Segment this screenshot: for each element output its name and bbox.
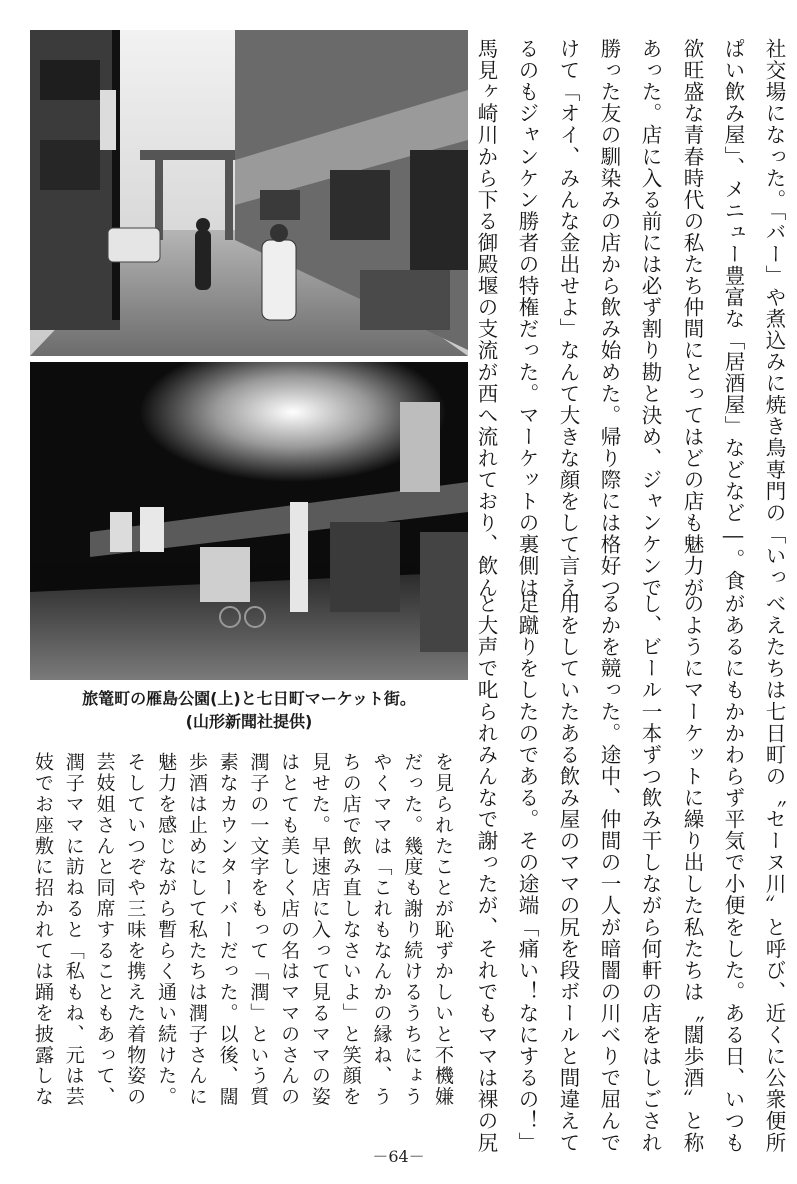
text-column: 潤子の一文字をもって「潤」という質 (247, 752, 270, 1108)
photo-credit: (山形新聞社提供) (185, 712, 313, 731)
text-column: 社交場になった。「バー」や煮込みに焼き鳥専門の「いっ (762, 38, 786, 589)
text-column: けて「オイ、みんな金出せよ」なんて大きな顔をして言え (556, 38, 580, 599)
text-column: べえたちは七日町の〝セーヌ川〟と呼び、近くに公衆便所 (762, 593, 786, 1154)
text-column: 勝った友の馴染みの店から飲み始めた。帰り際には格好つ (597, 38, 621, 599)
text-column: 見せた。早速店に入って見るママの姿 (308, 752, 331, 1108)
text-column: あった。店に入る前には必ず割り勘と決め、ジャンケンで (638, 38, 662, 599)
page-number: －64－ (372, 1147, 425, 1166)
text-column: 潤子ママに訪ねると「私もね、元は芸 (62, 752, 85, 1108)
text-column: 素なカウンターバーだった。以後、闊 (216, 752, 239, 1108)
text-column: し、ビール一本ずつ飲み干しながら何軒の店をはしごされ (638, 593, 662, 1154)
text-column: 妓でお座敷に招かれては踊を披露しな (32, 752, 54, 1108)
text-column: ちの店で飲み直しなさいよ」と笑顔を (339, 752, 362, 1108)
text-column: 芸妓姐さんと同席することもあって、 (93, 752, 116, 1108)
text-column: 魅力を感じながら暫らく通い続けた。 (155, 752, 178, 1108)
text-column: を見られたことが恥ずかしいと不機嫌 (432, 752, 454, 1108)
text-column: のようにマーケットに繰り出した私たちは〝闊歩酒〟と称 (680, 593, 704, 1154)
text-column: るのもジャンケン勝者の特権だった。マーケットの裏側は (515, 38, 539, 599)
text-column: があるにもかかわらず平気で小便をした。ある日、いつも (721, 593, 745, 1154)
text-column: と大声で叱られみんなで謝ったが、それでもママは裸の尻 (474, 593, 498, 1154)
text-column: そしていつぞや三味を携えた着物姿の (124, 752, 147, 1108)
text-column: ぱい飲み屋」、メニュー豊富な「居酒屋」などなど―。食 (721, 38, 745, 592)
text-column: 欲旺盛な青春時代の私たち仲間にとってはどの店も魅力が (680, 38, 704, 599)
text-column: だった。幾度も謝り続けるうちにょう (401, 752, 424, 1108)
text-column: 足蹴りをしたのである。その途端「痛い！なにするの！」 (515, 593, 539, 1154)
text-column: 歩酒は止めにして私たちは潤子さんに (185, 752, 208, 1108)
photo-nanokamachi-market (30, 362, 468, 680)
text-column: 馬見ヶ崎川から下る御殿堰の支流が西へ流れており、飲ん (474, 38, 498, 599)
photo-caption: 旅篭町の雁島公園(上)と七日町マーケット街。 (82, 689, 416, 708)
text-column: るかを競った。途中、仲間の一人が暗闇の川べりで屈んで (597, 593, 621, 1154)
photo-kagoshima-park (30, 30, 468, 356)
text-column: 用をしていたある飲み屋のママの尻を段ボールと間違えて (556, 593, 580, 1154)
text-column: はとても美しく店の名はママのさんの (278, 752, 301, 1108)
text-column: やくママは「これもなんかの縁ね、う (370, 752, 393, 1108)
